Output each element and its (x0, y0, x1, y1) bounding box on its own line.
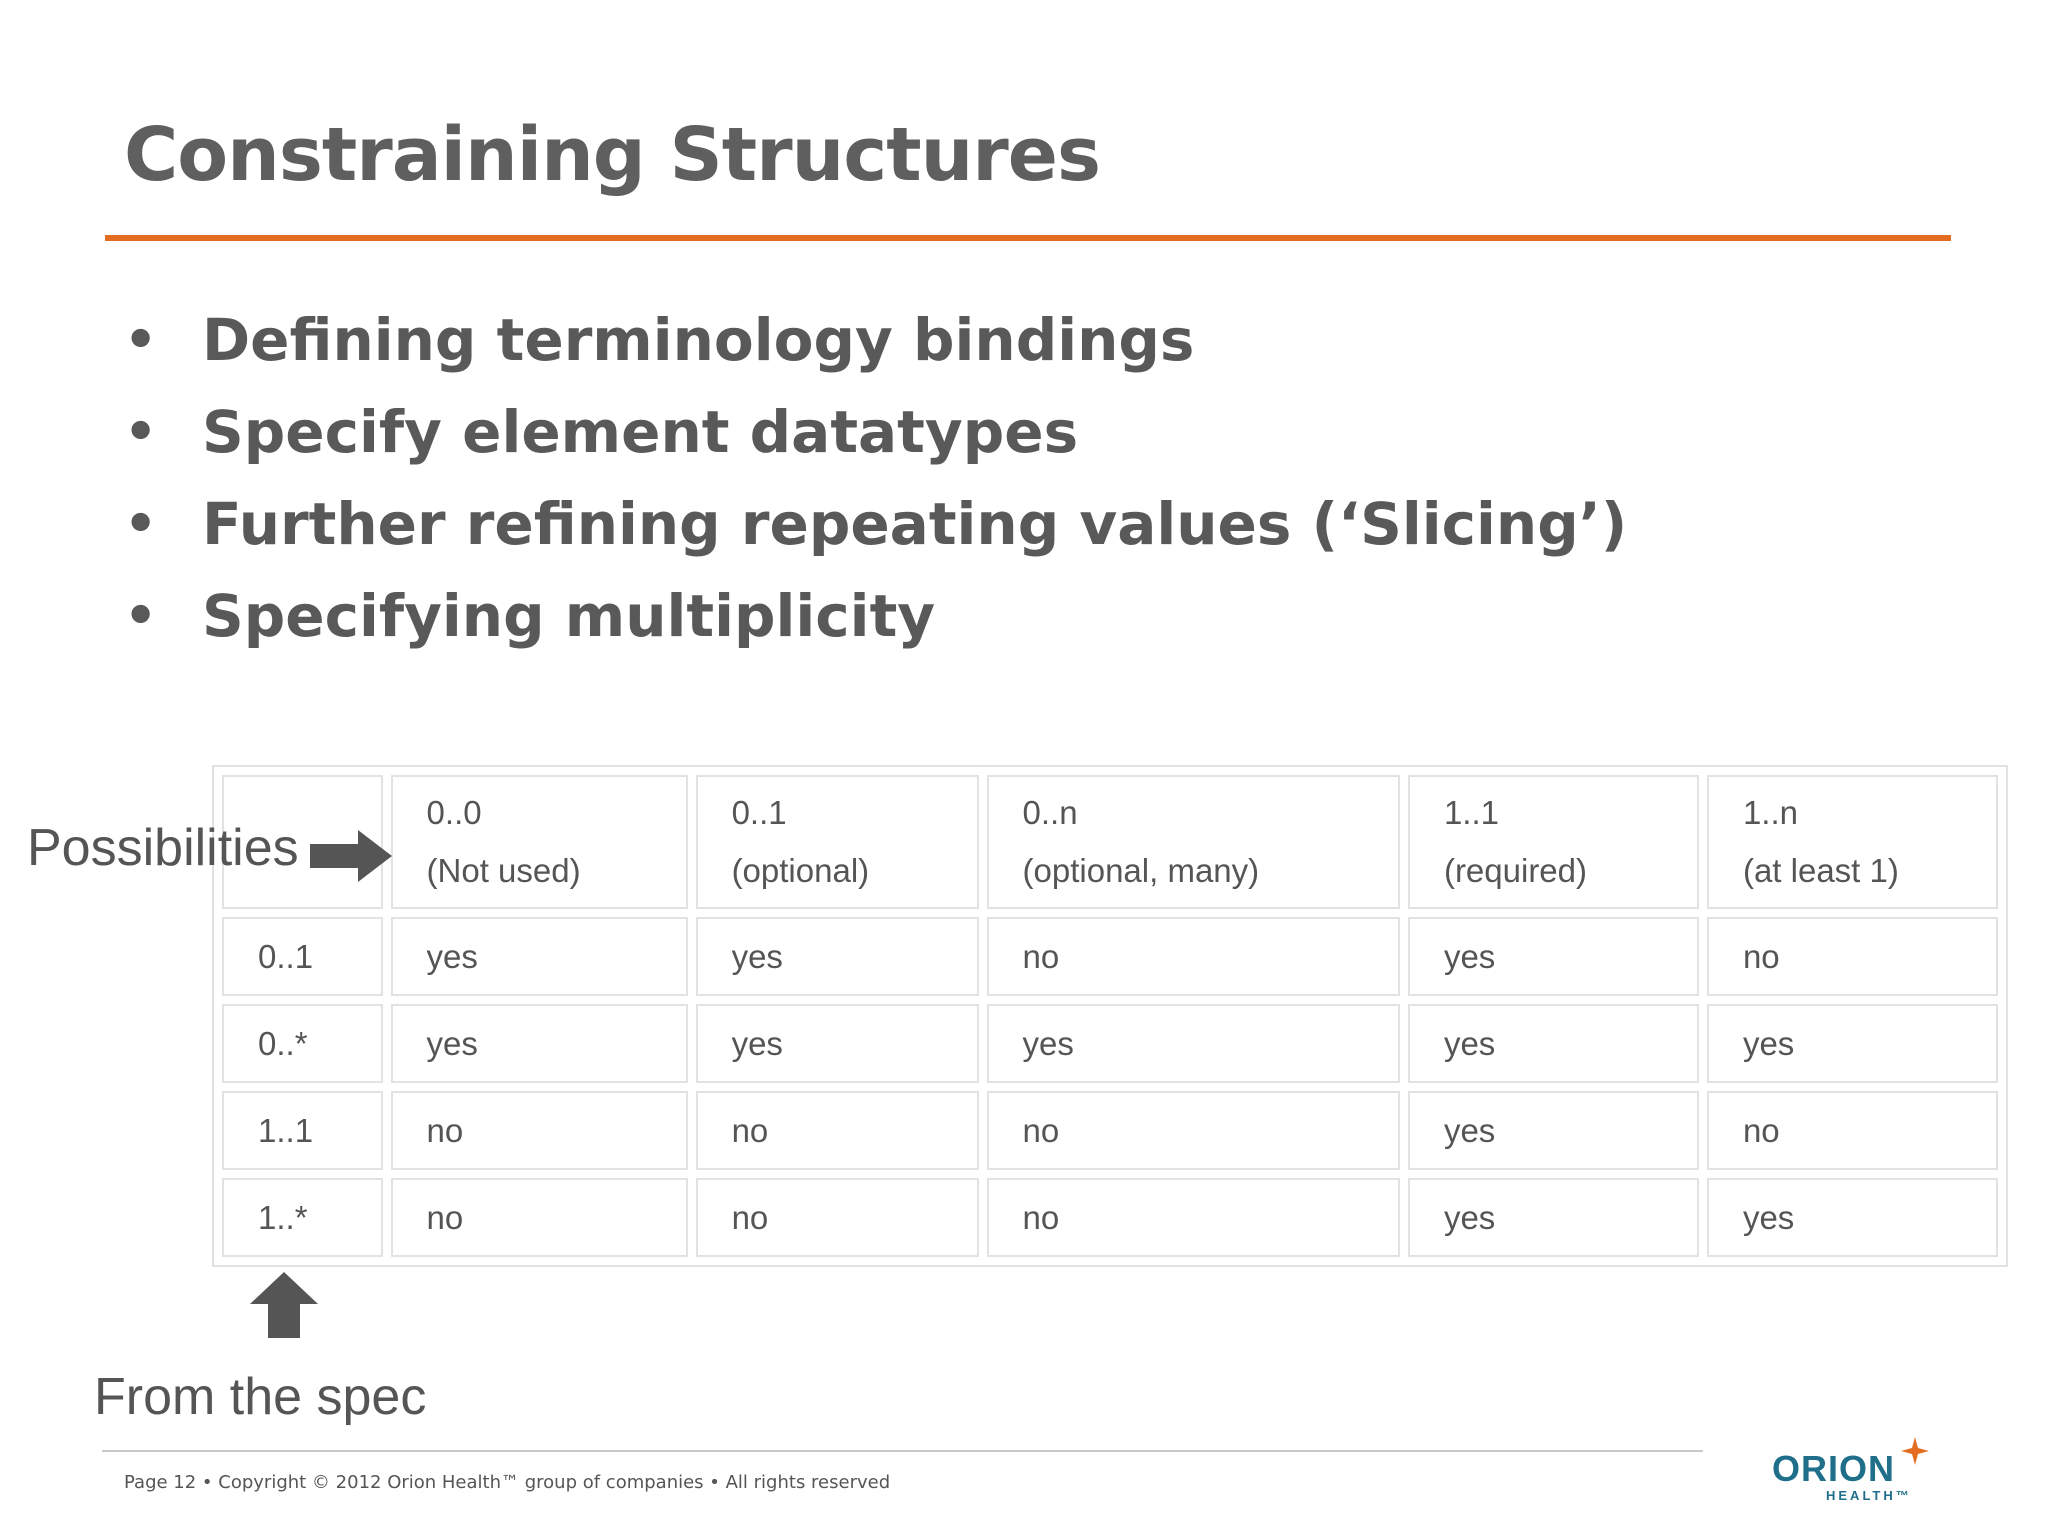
bullet-dot: • (124, 586, 158, 646)
bullet-item (124, 294, 1627, 386)
table-row (222, 1004, 1998, 1083)
table-cell: no (391, 1178, 688, 1257)
table-row (222, 1178, 1998, 1257)
table-cell: yes (1707, 1004, 1998, 1083)
header-desc: (optional, many) (1022, 852, 1260, 889)
table-header-cell (1707, 775, 1998, 909)
table-header-cell (696, 775, 979, 909)
header-code: 0..0 (426, 794, 482, 831)
bullet-dot: • (124, 402, 158, 462)
header-desc: (optional) (731, 852, 870, 889)
table-cell: yes (1408, 917, 1699, 996)
header-code: 1..1 (1443, 794, 1499, 831)
arrow-up-icon (248, 1270, 320, 1340)
table-cell: yes (1408, 1091, 1699, 1170)
bullet-text: Specify element datatypes (202, 398, 1079, 466)
table-row (222, 1091, 1998, 1170)
table-cell: yes (987, 1004, 1400, 1083)
bullet-dot: • (124, 494, 158, 554)
bullet-text: Defining terminology bindings (202, 306, 1195, 374)
bullet-item (124, 570, 1627, 662)
row-label: 0..1 (222, 917, 383, 996)
row-label: 0..* (222, 1004, 383, 1083)
row-label: 1..* (222, 1178, 383, 1257)
header-code: 0..n (1022, 794, 1078, 831)
table-cell: no (696, 1178, 979, 1257)
logo-subtitle: HEALTH™ (1826, 1488, 1912, 1503)
header-desc: (at least 1) (1742, 852, 1899, 889)
table-cell: yes (1408, 1178, 1699, 1257)
table-cell: yes (1707, 1178, 1998, 1257)
footer-copyright: Page 12 • Copyright © 2012 Orion Health™ group of companies • All rights reserved (124, 1472, 891, 1493)
table-cell: yes (1408, 1004, 1699, 1083)
bullet-text: Further refining repeating values (‘Slicing’) (202, 490, 1628, 558)
table-cell: no (1707, 917, 1998, 996)
table-cell: no (987, 1178, 1400, 1257)
table-cell: yes (696, 917, 979, 996)
table-cell: yes (391, 1004, 688, 1083)
header-code: 0..1 (731, 794, 787, 831)
slide-title: Constraining Structures (124, 112, 1100, 198)
from-spec-label: From the spec (94, 1368, 427, 1426)
table-cell: no (696, 1091, 979, 1170)
bullet-text: Specifying multiplicity (202, 582, 936, 650)
header-desc: (Not used) (426, 852, 581, 889)
row-label: 1..1 (222, 1091, 383, 1170)
table-cell: yes (391, 917, 688, 996)
header-code: 1..n (1742, 794, 1798, 831)
logo-wordmark: ORION (1772, 1448, 1896, 1489)
footer-divider (102, 1450, 1703, 1452)
bullet-item (124, 386, 1627, 478)
table-cell: no (1707, 1091, 1998, 1170)
bullet-item (124, 478, 1627, 570)
arrow-right-icon (308, 828, 394, 884)
orion-health-logo (1772, 1436, 1932, 1506)
table-header-cell (1408, 775, 1699, 909)
title-underline (105, 235, 1951, 241)
star-icon (1900, 1436, 1930, 1466)
bullet-dot: • (124, 310, 158, 370)
table-row (222, 917, 1998, 996)
table-header-cell (391, 775, 688, 909)
table-cell: no (987, 1091, 1400, 1170)
table-cell: no (987, 917, 1400, 996)
table-cell: no (391, 1091, 688, 1170)
table-header-cell (987, 775, 1400, 909)
possibilities-label: Possibilities (27, 819, 299, 877)
header-desc: (required) (1443, 852, 1588, 889)
bullet-list (124, 294, 1627, 662)
table-header-row (222, 775, 1998, 909)
table-cell: yes (696, 1004, 979, 1083)
multiplicity-table (212, 765, 2008, 1267)
